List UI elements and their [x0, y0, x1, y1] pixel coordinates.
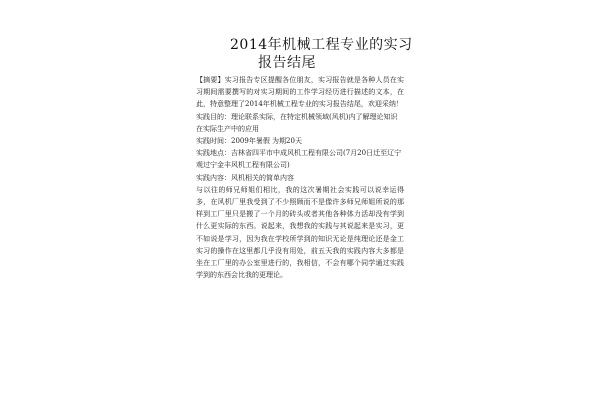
practice-time: 实践时间：2009年暑假 为期20天: [196, 137, 302, 146]
title-line-1: 2014年机械工程专业的实习: [230, 37, 413, 53]
title-line-2: 报告结尾: [258, 55, 316, 71]
main-paragraph: 与以往的师兄师姐们相比，我的这次暑期社会实践可以说幸运得多，在风机厂里我受到了不少照顾而不是像许多师兄师姐所说的那样到工厂里只是搬了一个月的砖头或者其他各种体力活却没有学到什么更实际的东西。说起来，我想我的实践与其说起来是实习，更不如说是学习，因为我在学校所学到的知识无论是纯理论还是金工实习的操作在这里都几乎没有用处，前五天我的实践内容大多都是坐在工厂里的办公室里进行的，我相信，不会有哪个同学通过实践学到的东西会比我的更理论。: [196, 185, 404, 280]
practice-content-label: 实践内容：风机相关的简单内容: [196, 173, 294, 182]
abstract-paragraph: 【摘要】实习报告专区提醒各位朋友，实习报告就是各种人员在实习期间需要撰写的对实习期间的工作学习经历进行描述的文本，在此，特意整理了2014年机械工程专业的实习报告结尾，欢迎采纳！: [196, 76, 404, 109]
practice-purpose: 实践目的：理论联系实际，在特定机械领域(风机)内了解理论知识在实际生产中的应用: [196, 112, 398, 133]
practice-location: 实践地点：吉林省四平市中成风机工程有限公司(7月20日迁至辽宁 观过宁金丰风机工程有限公司): [196, 149, 402, 170]
document-title: [230, 36, 413, 72]
document-body: [196, 74, 404, 281]
